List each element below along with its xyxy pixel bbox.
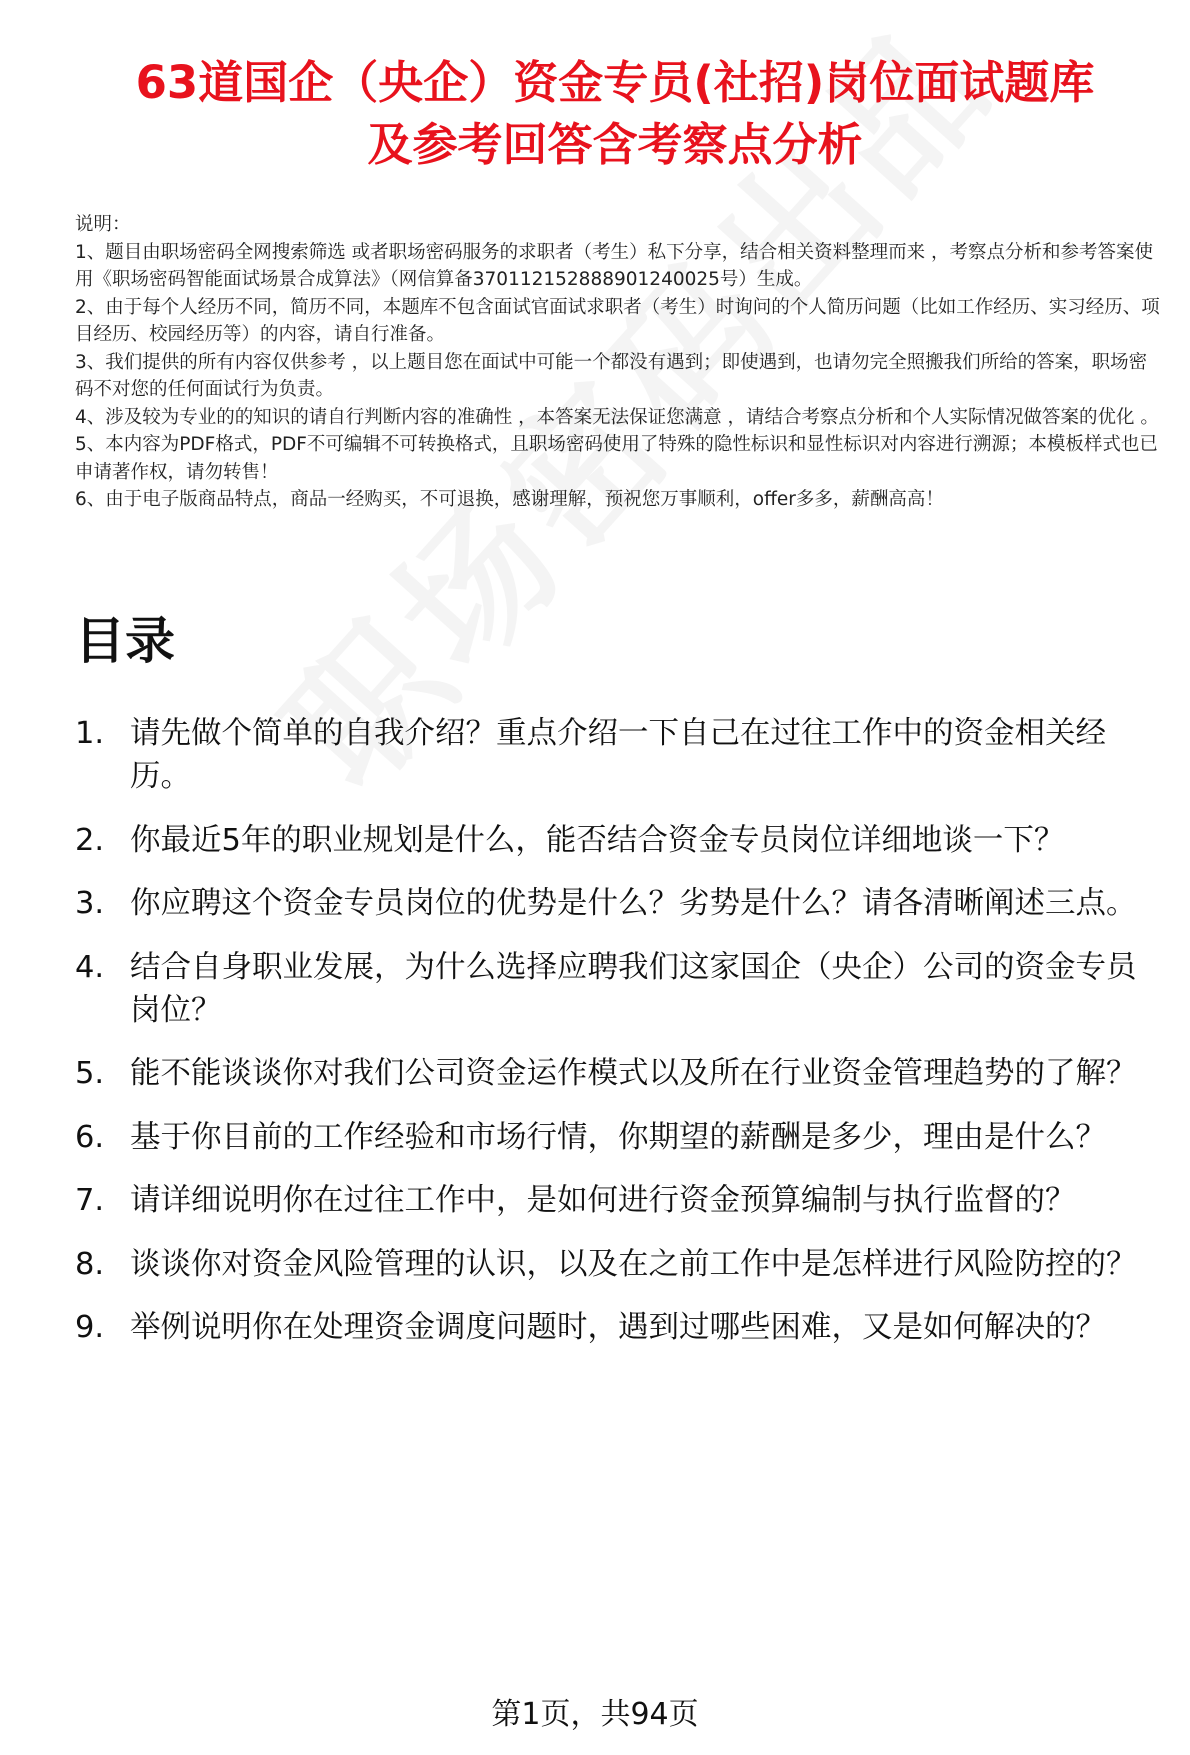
toc-item[interactable] — [75, 946, 1165, 1032]
toc-item-text: 你应聘这个资金专员岗位的优势是什么？劣势是什么？请各清晰阐述三点。 — [130, 886, 1137, 921]
toc-heading: 目录 — [75, 612, 175, 670]
note-item: 5、本内容为PDF格式，PDF不可编辑不可转换格式，且职场密码使用了特殊的隐性标识和显性标识对内容进行溯源；本模板样式也已申请著作权，请勿转售！ — [75, 434, 1158, 483]
toc-item-number: 5. — [75, 1056, 105, 1091]
title-line-1: 63道国企（央企）资金专员(社招)岗位面试题库 — [135, 56, 1095, 109]
notes-section — [75, 211, 1165, 514]
toc-item-text: 请先做个简单的自我介绍？重点介绍一下自己在过往工作中的资金相关经历。 — [130, 716, 1106, 794]
page-title — [60, 52, 1170, 176]
toc-item-text: 结合自身职业发展，为什么选择应聘我们这家国企（央企）公司的资金专员岗位？ — [130, 949, 1137, 1028]
note-item: 1、题目由职场密码全网搜索筛选 或者职场密码服务的求职者（考生）私下分享，结合相关资料整理而来 ，考察点分析和参考答案使用《职场密码智能面试场景合成算法》（网信算备370112152888901240025号）生成。 — [75, 241, 1154, 290]
page-number: 第1页，共94页 — [491, 1697, 699, 1732]
note-item: 6、由于电子版商品特点，商品一经购买，不可退换，感谢理解，预祝您万事顺利，offer多多，薪酬高高！ — [75, 489, 944, 510]
toc-item-number: 8. — [75, 1246, 105, 1282]
toc-item-text: 举例说明你在处理资金调度问题时，遇到过哪些困难，又是如何解决的？ — [130, 1310, 1106, 1345]
toc-item-text: 谈谈你对资金风险管理的认识，以及在之前工作中是怎样进行风险防控的？ — [130, 1246, 1137, 1282]
notes-heading: 说明： — [75, 214, 131, 235]
toc-item[interactable] — [75, 1052, 1165, 1095]
toc-item[interactable] — [75, 712, 1165, 798]
toc-item-number: 1. — [75, 716, 105, 751]
toc-item-text: 能不能谈谈你对我们公司资金运作模式以及所在行业资金管理趋势的了解？ — [130, 1056, 1137, 1091]
toc-item-number: 7. — [75, 1183, 105, 1218]
note-item: 2、由于每个人经历不同，简历不同，本题库不包含面试官面试求职者（考生）时询问的个人简历问题（比如工作经历、实习经历、项目经历、校园经历等）的内容，请自行准备。 — [75, 296, 1160, 345]
note-item: 4、涉及较为专业的的知识的请自行判断内容的准确性 ，本答案无法保证您满意 ，请结合考察点分析和个人实际情况做答案的优化 。 — [75, 406, 1159, 428]
toc-item[interactable] — [75, 882, 1165, 925]
toc-item-text: 请详细说明你在过往工作中，是如何进行资金预算编制与执行监督的？ — [130, 1183, 1076, 1218]
toc-item[interactable] — [75, 1179, 1165, 1222]
toc-item-number: 4. — [75, 949, 105, 985]
title-line-2: 及参考回答含考察点分析 — [367, 118, 863, 171]
toc-item-number: 2. — [75, 822, 105, 858]
note-item: 3、我们提供的所有内容仅供参考 ，以上题目您在面试中可能一个都没有遇到；即使遇到，也请勿完全照搬我们所给的答案，职场密码不对您的任何面试行为负责。 — [75, 351, 1148, 400]
toc-item-number: 3. — [75, 886, 105, 921]
toc-item-text: 你最近5年的职业规划是什么，能否结合资金专员岗位详细地谈一下？ — [130, 822, 1065, 858]
toc-item-number: 6. — [75, 1119, 105, 1155]
toc-item[interactable] — [75, 1243, 1165, 1286]
toc-item[interactable] — [75, 819, 1165, 862]
toc-item[interactable] — [75, 1306, 1165, 1349]
toc-item-number: 9. — [75, 1310, 105, 1345]
toc-list — [75, 712, 1165, 1370]
toc-item-text: 基于你目前的工作经验和市场行情，你期望的薪酬是多少，理由是什么？ — [130, 1119, 1106, 1155]
toc-item[interactable] — [75, 1116, 1165, 1159]
